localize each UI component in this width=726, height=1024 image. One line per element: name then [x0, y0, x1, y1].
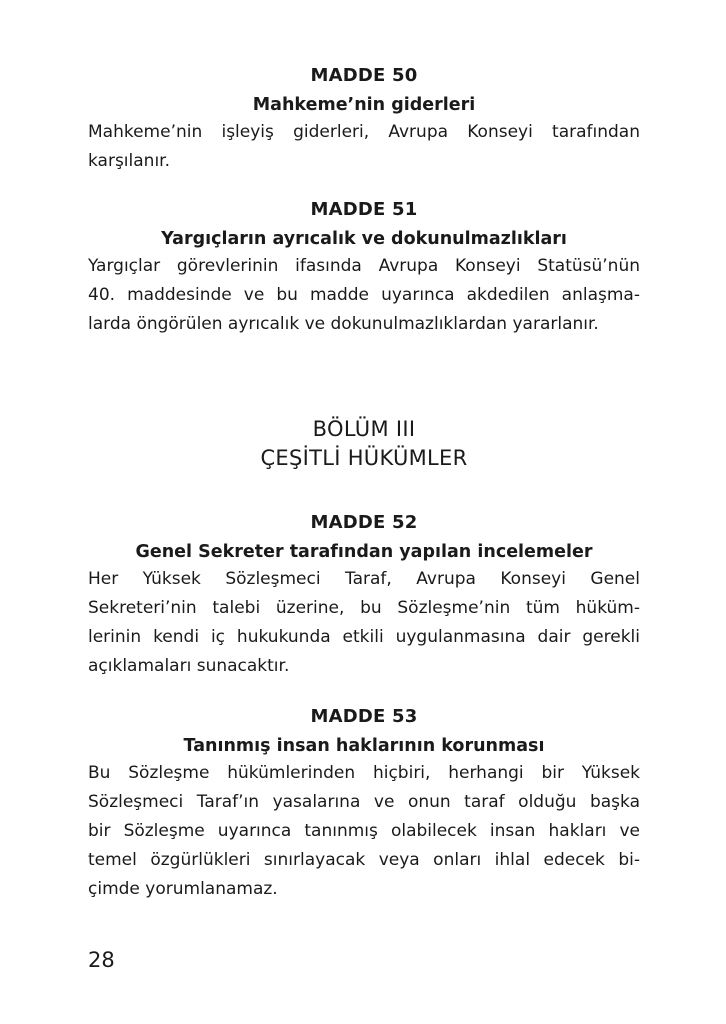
body-line: Sekreteri’nin talebi üzerine, bu Sözleşme’nin tüm hüküm- [88, 598, 640, 618]
body-line: bir Sözleşme uyarınca tanınmış olabilecek insan hakları ve [88, 821, 640, 841]
section-label: BÖLÜM III [312, 417, 416, 441]
article-number: MADDE 50 [310, 65, 418, 86]
article-number: MADDE 52 [310, 512, 418, 533]
article-53 [88, 703, 640, 904]
article-number: MADDE 51 [310, 199, 418, 220]
body-line: 40. maddesinde ve bu madde uyarınca akdedilen anlaşma- [88, 285, 640, 305]
article-title: Genel Sekreter tarafından yapılan incelemeler [135, 542, 593, 562]
body-line: temel özgürlükleri sınırlayacak veya onları ihlal edecek bi- [88, 850, 640, 870]
body-line: karşılanır. [88, 151, 171, 171]
article-number: MADDE 53 [310, 706, 418, 727]
section-title: ÇEŞİTLİ HÜKÜMLER [260, 446, 468, 470]
article-body [88, 118, 640, 176]
article-body [88, 252, 640, 339]
body-line: Yargıçlar görevlerinin ifasında Avrupa Konseyi Statüsü’nün [88, 256, 640, 276]
body-line: larda öngörülen ayrıcalık ve dokunulmazlıklardan yararlanır. [88, 314, 599, 334]
article-title: Mahkeme’nin giderleri [252, 95, 476, 115]
article-52 [88, 509, 640, 681]
article-title: Tanınmış insan haklarının korunması [183, 736, 545, 756]
body-line: çimde yorumlanamaz. [88, 879, 278, 899]
article-51 [88, 196, 640, 339]
article-body [88, 759, 640, 904]
article-title: Yargıçların ayrıcalık ve dokunulmazlıkları [161, 229, 567, 249]
body-line: Bu Sözleşme hükümlerinden hiçbiri, herhangi bir Yüksek [88, 763, 640, 783]
section-heading [88, 415, 640, 473]
body-line: lerinin kendi iç hukukunda etkili uygulanmasına dair gerekli [88, 627, 640, 647]
page-number: 28 [88, 948, 115, 972]
body-line: Sözleşmeci Taraf’ın yasalarına ve onun taraf olduğu başka [88, 792, 640, 812]
body-line: Mahkeme’nin işleyiş giderleri, Avrupa Konseyi tarafından [88, 122, 640, 142]
article-50 [88, 62, 640, 176]
body-line: Her Yüksek Sözleşmeci Taraf, Avrupa Konseyi Genel [88, 569, 640, 589]
article-body [88, 565, 640, 681]
body-line: açıklamaları sunacaktır. [88, 656, 290, 676]
